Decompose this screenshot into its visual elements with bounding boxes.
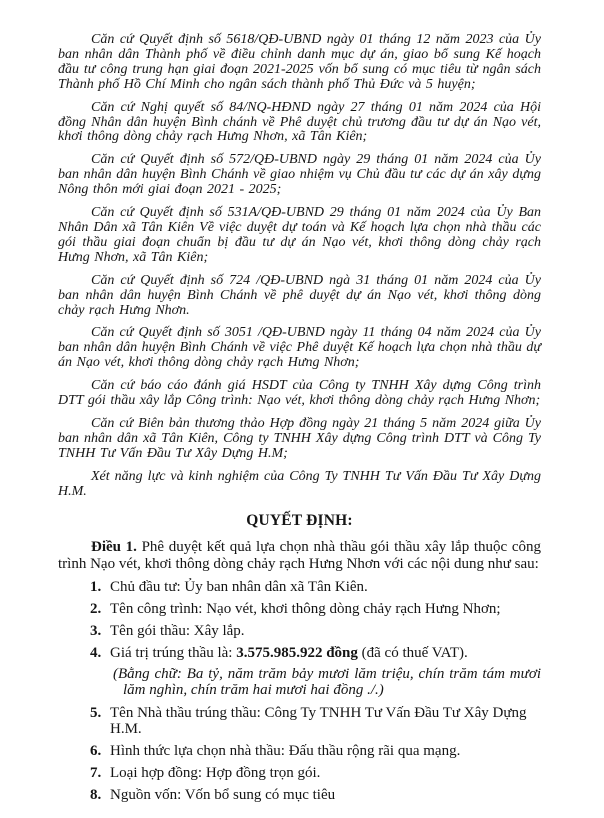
item-number: 7. [90,765,102,782]
preamble-paragraph-6: Căn cứ Quyết định số 3051 /QĐ-UBND ngày 11 tháng 04 năm 2024 của Ủy ban nhân dân huyện Bình Chánh về việc Phê duyệt Kế hoạch lựa chọn nhà thầu dự án Nạo vét, khơi thông dòng chảy rạch Hưng Nhơn; [58,325,541,371]
item-number: 3. [90,623,102,640]
item-number: 8. [90,787,102,804]
preamble-paragraph-8: Căn cứ Biên bản thương thảo Hợp đồng ngày 21 tháng 5 năm 2024 giữa Ủy ban nhân dân xã Tân Kiên, Công ty TNHH Xây dựng Công trình DTT và Công Ty TNHH Tư Vấn Đầu Tư Xây Dựng H.M; [58,415,541,461]
preamble-paragraph-7: Căn cứ báo cáo đánh giá HSDT của Công ty TNHH Xây dựng Công trình DTT gói thầu xây lắp Công trình: Nạo vét, khơi thông dòng chảy rạch Hưng Nhơn; [58,378,541,409]
price-prefix: Giá trị trúng thầu là: [110,645,237,662]
list-item-winning-price [58,645,541,662]
list-item-capital-source [58,787,541,804]
item-text: Chủ đầu tư: Ủy ban nhân dân xã Tân Kiên. [110,579,368,596]
list-item-package-name [58,623,541,640]
article-1-paragraph [58,539,541,572]
list-item-selection-method [58,743,541,760]
item-text: Tên gói thầu: Xây lắp. [110,623,245,640]
preamble-paragraph-5: Căn cứ Quyết định số 724 /QĐ-UBND ngà 31 tháng 01 năm 2024 của Ủy ban nhân dân huyện Bình Chánh về phê duyệt dự án Nạo vét, khơi thông dòng chảy rạch Hưng Nhơn. [58,272,541,318]
item-number: 1. [90,579,102,596]
preamble-paragraph-3: Căn cứ Quyết định số 572/QĐ-UBND ngày 29 tháng 01 năm 2024 của Ủy ban nhân dân huyện Bình Chánh về giao nhiệm vụ Chủ đầu tư các dự án xây dựng Nông thôn mới giai đoạn 2021 - 2025; [58,152,541,198]
item-number: 6. [90,743,102,760]
article-1-label: Điều 1. [91,539,137,556]
decision-items-list [58,579,541,803]
item-number: 5. [90,704,102,721]
item-number: 4. [90,645,102,662]
list-item-winning-contractor [58,705,541,738]
preamble-paragraph-1: Căn cứ Quyết định số 5618/QĐ-UBND ngày 01 tháng 12 năm 2023 của Ủy ban nhân dân Thành phố về điều chỉnh danh mục dự án, giao bổ sung Kế hoạch đầu tư công trung hạn giai đoạn 2021-2025 vốn bổ sung có mục tiêu từ ngân sách Thành phố Hồ Chí Minh cho ngân sách thành phố Thủ Đức và 5 huyện; [58,32,541,92]
item-text: Tên Nhà thầu trúng thầu: Công Ty TNHH Tư Vấn Đầu Tư Xây Dựng H.M. [110,704,527,738]
item-text: Nguồn vốn: Vốn bổ sung có mục tiêu [110,787,336,804]
list-item-investor [58,579,541,596]
decision-heading: QUYẾT ĐỊNH: [246,512,353,530]
preamble-section [58,33,541,499]
preamble-paragraph-2: Căn cứ Nghị quyết số 84/NQ-HĐND ngày 27 tháng 01 năm 2024 của Hội đồng Nhân dân huyện Bình chánh về Phê duyệt chủ trương đầu tư dự án Nạo vét, khơi thông dòng chảy rạch Hưng Nhơn, xã Tân Kiên; [58,99,541,145]
preamble-paragraph-9: Xét năng lực và kinh nghiệm của Công Ty TNHH Tư Vấn Đầu Tư Xây Dựng H.M. [58,468,541,499]
article-1-text: Phê duyệt kết quả lựa chọn nhà thầu gói thầu xây lắp thuộc công trình Nạo vét, khơi thông dòng chảy rạch Hưng Nhơn với các nội dung như sau: [58,539,542,572]
amount-in-words: (Bằng chữ: Ba tỷ, năm trăm bảy mươi lăm triệu, chín trăm tám mươi lăm nghìn, chín trăm hai mươi hai đồng ./.) [113,666,541,699]
list-item-project-name [58,601,541,618]
item-text: Loại hợp đồng: Hợp đồng trọn gói. [110,765,321,782]
contract-amount: 3.575.985.922 đồng [236,645,358,662]
item-text [110,645,468,661]
item-text: Tên công trình: Nạo vét, khơi thông dòng chảy rạch Hưng Nhơn; [110,601,501,618]
item-number: 2. [90,601,102,618]
price-suffix: (đã có thuế VAT). [357,645,468,662]
item-text: Hình thức lựa chọn nhà thầu: Đấu thầu rộng rãi qua mạng. [110,743,461,760]
list-item-contract-type [58,765,541,782]
preamble-paragraph-4: Căn cứ Quyết định số 531A/QĐ-UBND 29 tháng 01 năm 2024 của Ủy Ban Nhân Dân xã Tân Kiên Về việc duyệt dự toán và Kế hoạch lựa chọn nhà thầu các gói thầu giai đoạn chuẩn bị đầu tư dự án Nạo vét, khơi thông dòng chảy rạch Hưng Nhơn, xã Tân Kiên; [58,205,541,265]
